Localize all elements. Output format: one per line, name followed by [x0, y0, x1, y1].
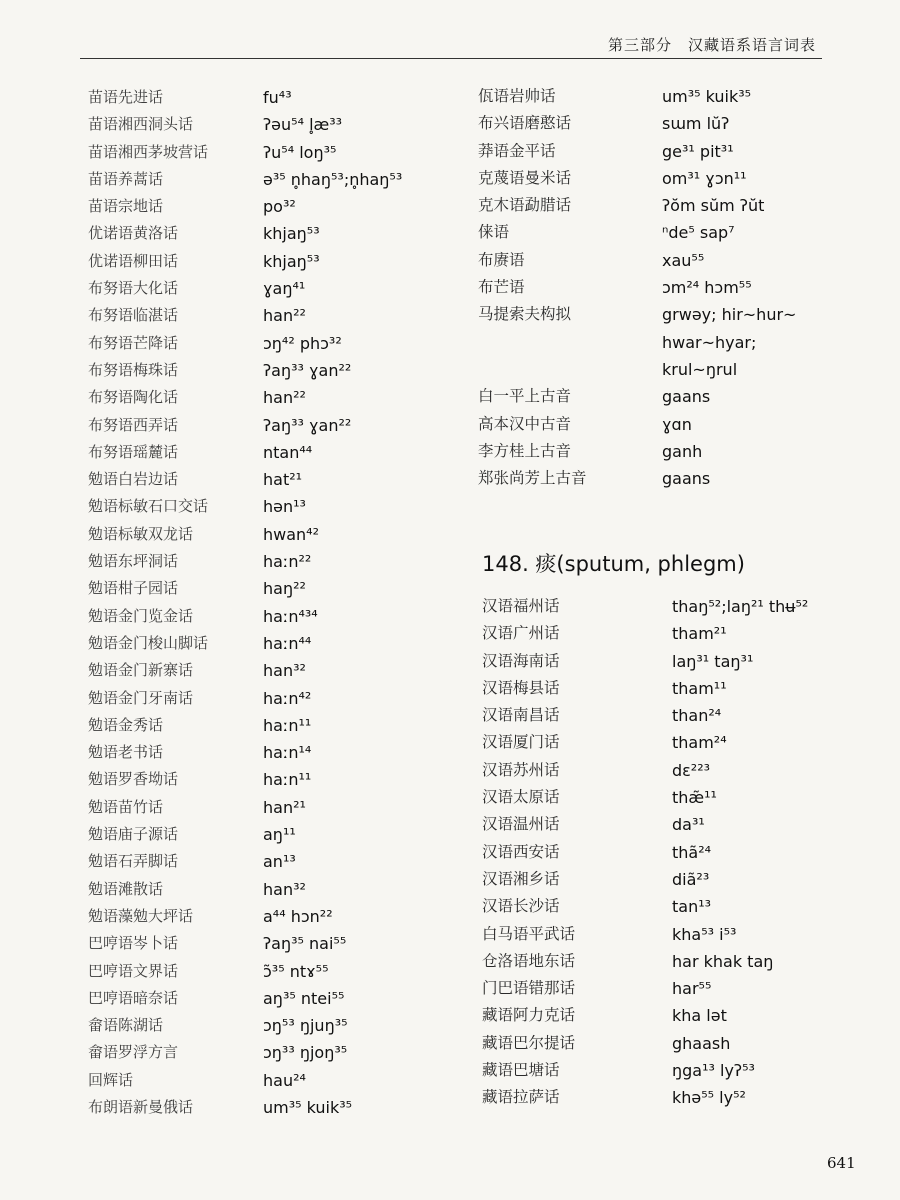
language-name: 勉语滩散话 — [88, 879, 164, 898]
language-name: 藏语巴尔提话 — [482, 1033, 576, 1052]
language-name: 汉语苏州话 — [482, 760, 560, 779]
word-entry — [478, 138, 858, 165]
word-form: ʔaŋ³³ ɣan²² — [263, 360, 352, 380]
word-entry — [482, 921, 862, 948]
word-entry — [88, 1094, 448, 1121]
word-form: gaans — [662, 469, 711, 489]
word-entry — [482, 811, 862, 838]
word-form: om³¹ ɣɔn¹¹ — [662, 168, 747, 188]
language-name: 苗语宗地话 — [88, 197, 164, 216]
word-form: haːn⁴² — [263, 688, 312, 708]
word-form: po³² — [263, 197, 296, 217]
word-form: krul~ŋrul — [662, 359, 738, 379]
word-entry — [88, 139, 448, 166]
word-entry — [88, 439, 448, 466]
language-name: 苗语湘西茅坡营话 — [88, 142, 209, 161]
word-entry — [88, 412, 448, 439]
language-name: 藏语巴塘话 — [482, 1061, 560, 1080]
language-name: 汉语湘乡话 — [482, 869, 560, 888]
word-form: khə⁵⁵ ly⁵² — [672, 1088, 746, 1108]
language-name: 克木语勐腊话 — [478, 196, 572, 215]
language-name: 藏语阿力克话 — [482, 1006, 576, 1025]
language-name: 李方桂上古音 — [478, 441, 572, 460]
language-name: 勉语标敏石口交话 — [88, 497, 209, 516]
word-entry — [88, 521, 448, 548]
word-entry — [88, 166, 448, 193]
word-entry — [478, 83, 858, 110]
word-form: khjaŋ⁵³ — [263, 224, 320, 244]
word-entry — [478, 438, 858, 465]
word-form: haːn¹⁴ — [263, 743, 312, 763]
word-form: haːn⁴⁴ — [263, 633, 312, 653]
word-form: hau²⁴ — [263, 1070, 306, 1090]
word-form: fu⁴³ — [263, 88, 292, 107]
language-name: 布芒语 — [478, 278, 525, 297]
word-form: ə³⁵ n̥haŋ⁵³;n̥haŋ⁵³ — [263, 169, 403, 189]
word-entry — [482, 839, 862, 866]
language-name: 畲语罗浮方言 — [88, 1043, 179, 1062]
word-entry — [482, 648, 862, 675]
word-form: ⁿde⁵ sap⁷ — [662, 223, 735, 243]
word-entry — [88, 821, 448, 848]
language-name: 汉语厦门话 — [482, 733, 560, 752]
language-name: 勉语东坪洞话 — [88, 552, 179, 571]
word-form: laŋ³¹ taŋ³¹ — [672, 651, 754, 671]
right-column-bottom-entries — [482, 593, 862, 1112]
language-name: 布努语临湛话 — [88, 306, 179, 325]
word-form: gaans — [662, 387, 711, 407]
language-name: 巴哼语文界话 — [88, 961, 179, 980]
word-form: ʔəu⁵⁴ l̥æ³³ — [263, 115, 343, 135]
word-form: a⁴⁴ hɔn²² — [263, 906, 333, 926]
word-form: ganh — [662, 441, 703, 461]
language-name: 苗语湘西洞头话 — [88, 115, 194, 134]
word-entry — [88, 302, 448, 329]
word-form: har⁵⁵ — [672, 979, 712, 999]
word-entry — [482, 593, 862, 620]
word-form: ŋga¹³ lyʔ⁵³ — [672, 1061, 755, 1081]
word-form: haːn¹¹ — [263, 770, 312, 790]
language-name: 勉语金门新寨话 — [88, 661, 194, 680]
word-form: ʔaŋ³⁵ nai⁵⁵ — [263, 934, 347, 954]
language-name: 郑张尚芳上古音 — [478, 469, 587, 488]
left-column-entries — [88, 84, 448, 1121]
word-entry — [88, 84, 448, 111]
word-form: hwar~hyar; — [662, 332, 757, 352]
word-form: han³² — [263, 879, 306, 899]
word-form: ɣɑn — [662, 414, 692, 434]
right-column-top-entries — [478, 83, 858, 492]
language-name: 白一平上古音 — [478, 387, 572, 406]
language-name: 巴哼语岑卜话 — [88, 934, 179, 953]
word-form: haːn¹¹ — [263, 715, 312, 735]
word-entry — [88, 685, 448, 712]
word-entry — [478, 329, 858, 356]
word-entry — [88, 985, 448, 1012]
word-entry — [88, 903, 448, 930]
word-entry — [88, 739, 448, 766]
page-number: 641 — [827, 1154, 856, 1172]
language-name: 布努语大化话 — [88, 279, 179, 298]
word-entry — [482, 675, 862, 702]
language-name: 布兴语磨憨话 — [478, 114, 572, 133]
word-form: ʔŏm sŭm ʔŭt — [662, 196, 765, 216]
word-form: ntan⁴⁴ — [263, 442, 313, 462]
language-name: 优诺语黄洛话 — [88, 224, 179, 243]
word-entry — [88, 657, 448, 684]
word-entry — [88, 466, 448, 493]
word-entry — [478, 465, 858, 492]
word-entry — [482, 702, 862, 729]
section-heading: 148. 痰(sputum, phlegm) — [482, 552, 745, 576]
word-form: khjaŋ⁵³ — [263, 251, 320, 271]
language-name: 汉语福州话 — [482, 597, 560, 615]
word-entry — [478, 274, 858, 301]
language-name: 布努语西弄话 — [88, 415, 179, 434]
language-name: 布努语瑶麓话 — [88, 442, 179, 461]
language-name: 勉语庙子源话 — [88, 825, 179, 844]
language-name: 汉语温州话 — [482, 815, 560, 834]
word-entry — [88, 848, 448, 875]
word-entry — [88, 493, 448, 520]
language-name: 克蔑语曼米话 — [478, 168, 572, 187]
word-entry — [478, 165, 858, 192]
word-form: xau⁵⁵ — [662, 250, 705, 270]
language-name: 勉语金门牙南话 — [88, 688, 194, 707]
language-name: 勉语白岩边话 — [88, 470, 179, 489]
word-form: tham²¹ — [672, 624, 727, 644]
word-form: thæ̃¹¹ — [672, 788, 717, 808]
word-form: han²¹ — [263, 797, 306, 817]
word-form: grwəy; hir~hur~ — [662, 305, 797, 325]
language-name: 白马语平武话 — [482, 924, 576, 943]
word-form: haːn²² — [263, 552, 312, 572]
language-name: 勉语罗香坳话 — [88, 770, 179, 789]
word-entry — [478, 110, 858, 137]
language-name: 汉语西安话 — [482, 842, 560, 861]
language-name: 汉语太原话 — [482, 788, 560, 807]
word-form: ɔŋ⁴² phɔ³² — [263, 333, 342, 353]
word-entry — [88, 930, 448, 957]
header-rule — [80, 58, 822, 59]
word-entry — [482, 757, 862, 784]
word-entry — [478, 219, 858, 246]
word-form: an¹³ — [263, 852, 296, 872]
word-form: han²² — [263, 388, 306, 408]
language-name: 优诺语柳田话 — [88, 251, 179, 270]
word-entry — [482, 866, 862, 893]
word-entry — [482, 729, 862, 756]
language-name: 布朗语新曼俄话 — [88, 1097, 194, 1116]
language-name: 布努语芒降话 — [88, 333, 179, 352]
language-name: 马提索夫构拟 — [478, 305, 572, 324]
word-entry — [88, 248, 448, 275]
word-entry — [478, 301, 858, 328]
word-entry — [88, 1012, 448, 1039]
word-entry — [88, 575, 448, 602]
language-name: 汉语南昌话 — [482, 706, 560, 725]
running-header: 第三部分 汉藏语系语言词表 — [607, 36, 816, 54]
word-form: hən¹³ — [263, 497, 306, 517]
language-name: 勉语标敏双龙话 — [88, 524, 194, 543]
language-name: 汉语海南话 — [482, 651, 560, 670]
word-form: ɔm²⁴ hɔm⁵⁵ — [662, 278, 752, 298]
word-entry — [88, 548, 448, 575]
language-name: 勉语金门览金话 — [88, 606, 194, 625]
word-form: ɔŋ³³ ŋjoŋ³⁵ — [263, 1043, 348, 1063]
word-form: hwan⁴² — [263, 524, 319, 544]
word-entry — [88, 1039, 448, 1066]
language-name: 布赓语 — [478, 250, 525, 269]
language-name: 布努语陶化话 — [88, 388, 179, 407]
word-form: ɔ̃³⁵ ntɤ⁵⁵ — [263, 961, 329, 981]
language-name: 勉语苗竹话 — [88, 797, 164, 816]
language-name: 汉语梅县话 — [482, 678, 560, 697]
word-form: thã²⁴ — [672, 842, 712, 862]
language-name: 畲语陈湖话 — [88, 1016, 164, 1035]
language-name: 高本汉中古音 — [478, 414, 572, 433]
word-entry — [88, 794, 448, 821]
language-name: 勉语藻勉大坪话 — [88, 906, 194, 925]
word-entry — [88, 603, 448, 630]
language-name: 勉语金门梭山脚话 — [88, 633, 209, 652]
word-entry — [478, 192, 858, 219]
word-form: kha⁵³ i⁵³ — [672, 924, 737, 944]
language-name: 仓洛语地东话 — [482, 951, 576, 970]
word-entry — [88, 357, 448, 384]
word-entry — [482, 975, 862, 1002]
word-form: thaŋ⁵²;laŋ²¹ thʉ⁵² — [672, 597, 809, 616]
word-entry — [88, 193, 448, 220]
word-form: ɣaŋ⁴¹ — [263, 279, 306, 299]
word-form: um³⁵ kuik³⁵ — [662, 87, 752, 106]
language-name: 勉语石弄脚话 — [88, 852, 179, 871]
word-entry — [88, 958, 448, 985]
word-form: than²⁴ — [672, 706, 722, 726]
word-entry — [482, 1002, 862, 1029]
language-name: 布努语梅珠话 — [88, 360, 179, 379]
word-form: da³¹ — [672, 815, 705, 835]
word-entry — [482, 620, 862, 647]
word-entry — [482, 893, 862, 920]
word-form: um³⁵ kuik³⁵ — [263, 1097, 353, 1117]
language-name: 藏语拉萨话 — [482, 1088, 560, 1107]
word-form: tham¹¹ — [672, 678, 727, 698]
word-form: kha lət — [672, 1006, 727, 1026]
language-name: 佤语岩帅话 — [478, 87, 556, 105]
language-name: 汉语长沙话 — [482, 897, 560, 916]
word-form: ʔu⁵⁴ loŋ³⁵ — [263, 142, 337, 162]
word-entry — [88, 876, 448, 903]
language-name: 巴哼语暗奈话 — [88, 988, 179, 1007]
word-entry — [482, 1084, 862, 1111]
word-form: dɛ²²³ — [672, 760, 711, 780]
word-form: aŋ³⁵ ntei⁵⁵ — [263, 988, 345, 1008]
language-name: 俫语 — [478, 223, 510, 242]
word-entry — [88, 275, 448, 302]
word-entry — [88, 220, 448, 247]
language-name: 苗语先进话 — [88, 88, 164, 106]
word-entry — [478, 356, 858, 383]
word-form: har khak taŋ — [672, 951, 774, 971]
word-form: ghaash — [672, 1033, 731, 1053]
language-name: 勉语金秀话 — [88, 715, 164, 734]
word-form: haŋ²² — [263, 579, 306, 599]
word-entry — [88, 712, 448, 739]
word-entry — [478, 411, 858, 438]
word-form: haːn⁴³⁴ — [263, 606, 318, 626]
word-form: ʔaŋ³³ ɣan²² — [263, 415, 352, 435]
word-form: han²² — [263, 306, 306, 326]
language-name: 门巴语错那话 — [482, 979, 576, 998]
word-form: ge³¹ pit³¹ — [662, 141, 734, 161]
word-entry — [482, 1057, 862, 1084]
language-name: 回辉话 — [88, 1070, 134, 1089]
word-form: aŋ¹¹ — [263, 825, 296, 845]
language-name: 苗语养蒿话 — [88, 169, 164, 188]
word-entry — [482, 1030, 862, 1057]
word-entry — [88, 766, 448, 793]
word-entry — [88, 384, 448, 411]
word-entry — [482, 948, 862, 975]
word-form: tan¹³ — [672, 897, 712, 917]
word-entry — [88, 330, 448, 357]
word-form: han³² — [263, 661, 306, 681]
word-entry — [482, 784, 862, 811]
word-entry — [88, 630, 448, 657]
language-name: 莽语金平话 — [478, 141, 556, 160]
word-entry — [478, 247, 858, 274]
language-name: 勉语老书话 — [88, 743, 164, 762]
word-form: hat²¹ — [263, 470, 303, 490]
language-name: 汉语广州话 — [482, 624, 560, 643]
word-form: sɯm lŭʔ — [662, 114, 730, 134]
word-entry — [88, 1067, 448, 1094]
language-name: 勉语柑子园话 — [88, 579, 179, 598]
word-entry — [478, 383, 858, 410]
word-entry — [88, 111, 448, 138]
word-form: tham²⁴ — [672, 733, 727, 753]
word-form: ɔŋ⁵³ ŋjuŋ³⁵ — [263, 1016, 348, 1036]
word-form: diã²³ — [672, 869, 710, 889]
